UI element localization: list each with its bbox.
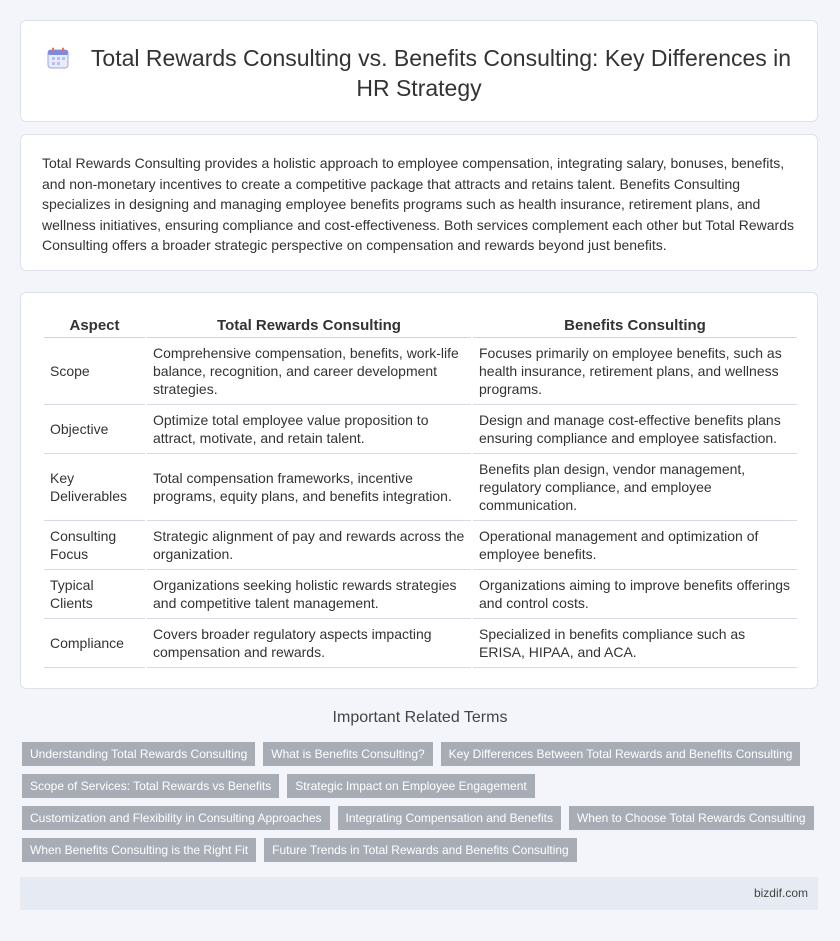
table-row	[44, 454, 797, 521]
page-title-wrap	[21, 43, 817, 103]
footer-site-link[interactable]: bizdif.com	[753, 886, 808, 900]
related-tag[interactable]: Scope of Services: Total Rewards vs Benefits	[22, 774, 279, 798]
related-tag[interactable]: Understanding Total Rewards Consulting	[22, 742, 255, 766]
row-aspect: Objective	[44, 405, 145, 454]
intro-paragraph: Total Rewards Consulting provides a holistic approach to employee compensation, integrating salary, bonuses, benefits, and non-monetary incentives to create a competitive package that attracts and retains talent. Benefits Consulting specializes in designing and managing employee benefits programs such as health insurance, retirement plans, and wellness initiatives, ensuring compliance and cost-effectiveness. Both services complement each other but Total Rewards Consulting offers a broader strategic perspective on compensation and rewards beyond just benefits.	[42, 155, 794, 254]
header-aspect: Aspect	[44, 315, 145, 338]
tag-row	[22, 838, 822, 862]
calendar-icon	[47, 47, 69, 69]
related-tag[interactable]: Customization and Flexibility in Consulting Approaches	[22, 806, 330, 830]
footer	[20, 877, 818, 910]
header-total-rewards: Total Rewards Consulting	[147, 315, 471, 338]
intro-card	[20, 134, 818, 271]
related-terms-title: Important Related Terms	[332, 709, 508, 726]
tag-row	[22, 742, 822, 766]
comparison-table	[42, 315, 799, 668]
table-row	[44, 405, 797, 454]
table-row	[44, 338, 797, 405]
related-tag[interactable]: What is Benefits Consulting?	[263, 742, 432, 766]
row-total-rewards: Comprehensive compensation, benefits, work-life balance, recognition, and career development strategies.	[147, 338, 471, 405]
row-aspect: Typical Clients	[44, 570, 145, 619]
row-total-rewards: Optimize total employee value proposition to attract, motivate, and retain talent.	[147, 405, 471, 454]
row-benefits: Operational management and optimization of employee benefits.	[473, 521, 797, 570]
row-total-rewards: Covers broader regulatory aspects impacting compensation and rewards.	[147, 619, 471, 668]
table-row	[44, 619, 797, 668]
comparison-card	[20, 292, 818, 689]
related-tag[interactable]: Future Trends in Total Rewards and Benefits Consulting	[264, 838, 577, 862]
table-row	[44, 521, 797, 570]
row-benefits: Design and manage cost-effective benefits plans ensuring compliance and employee satisfaction.	[473, 405, 797, 454]
row-benefits: Benefits plan design, vendor management, regulatory compliance, and employee communication.	[473, 454, 797, 521]
related-tag[interactable]: Integrating Compensation and Benefits	[338, 806, 561, 830]
page-title: Total Rewards Consulting vs. Benefits Consulting: Key Differences in HR Strategy	[90, 45, 792, 101]
tag-row	[22, 806, 822, 830]
related-tags	[22, 742, 822, 870]
related-tag[interactable]: Key Differences Between Total Rewards and Benefits Consulting	[441, 742, 801, 766]
row-benefits: Focuses primarily on employee benefits, such as health insurance, retirement plans, and wellness programs.	[473, 338, 797, 405]
row-benefits: Specialized in benefits compliance such as ERISA, HIPAA, and ACA.	[473, 619, 797, 668]
row-total-rewards: Organizations seeking holistic rewards strategies and competitive talent management.	[147, 570, 471, 619]
row-aspect: Scope	[44, 338, 145, 405]
row-total-rewards: Strategic alignment of pay and rewards across the organization.	[147, 521, 471, 570]
row-total-rewards: Total compensation frameworks, incentive programs, equity plans, and benefits integration.	[147, 454, 471, 521]
row-benefits: Organizations aiming to improve benefits offerings and control costs.	[473, 570, 797, 619]
table-header-row	[44, 315, 797, 338]
related-tag[interactable]: When Benefits Consulting is the Right Fit	[22, 838, 256, 862]
related-tag[interactable]: Strategic Impact on Employee Engagement	[287, 774, 534, 798]
row-aspect: Consulting Focus	[44, 521, 145, 570]
row-aspect: Compliance	[44, 619, 145, 668]
table-row	[44, 570, 797, 619]
row-aspect: Key Deliverables	[44, 454, 145, 521]
header-benefits: Benefits Consulting	[473, 315, 797, 338]
related-tag[interactable]: When to Choose Total Rewards Consulting	[569, 806, 814, 830]
tag-row	[22, 774, 822, 798]
title-card	[20, 20, 818, 122]
